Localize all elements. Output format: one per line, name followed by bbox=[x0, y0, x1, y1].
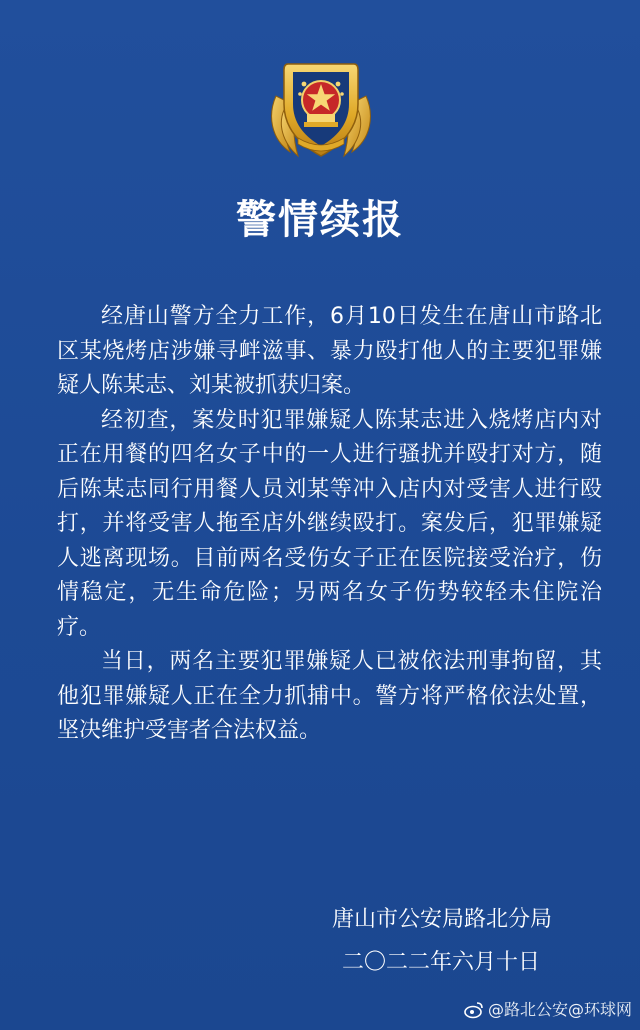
notice-title: 警情续报 bbox=[236, 197, 404, 243]
watermark bbox=[464, 1000, 632, 1020]
weibo-icon bbox=[464, 1001, 484, 1019]
paragraph-3: 当日，两名主要犯罪嫌疑人已被依法刑事拘留，其他犯罪嫌疑人正在全力抓捕中。警方将严格依法处置，坚决维护受害者合法权益。 bbox=[57, 649, 602, 743]
signature-organization: 唐山市公安局路北分局 bbox=[331, 907, 552, 932]
watermark-text: @路北公安@环球网 bbox=[487, 1000, 632, 1019]
police-emblem-icon bbox=[260, 52, 382, 170]
signature-date: 二〇二二年六月十日 bbox=[341, 950, 540, 975]
paragraph-1: 经唐山警方全力工作，6月10日发生在唐山市路北区某烧烤店涉嫌寻衅滋事、暴力殴打他人的主要犯罪嫌疑人陈某志、刘某被抓获归案。 bbox=[57, 304, 602, 398]
paragraph-2: 经初查，案发时犯罪嫌疑人陈某志进入烧烤店内对正在用餐的四名女子中的一人进行骚扰并殴打对方，随后陈某志同行用餐人员刘某等冲入店内对受害人进行殴打，并将受害人拖至店外继续殴打。案发后，犯罪嫌疑人逃离现场。目前两名受伤女子正在医院接受治疗，伤情稳定，无生命危险；另两名女子伤势较轻未住院治疗。 bbox=[57, 407, 602, 640]
notice-body bbox=[57, 300, 602, 749]
